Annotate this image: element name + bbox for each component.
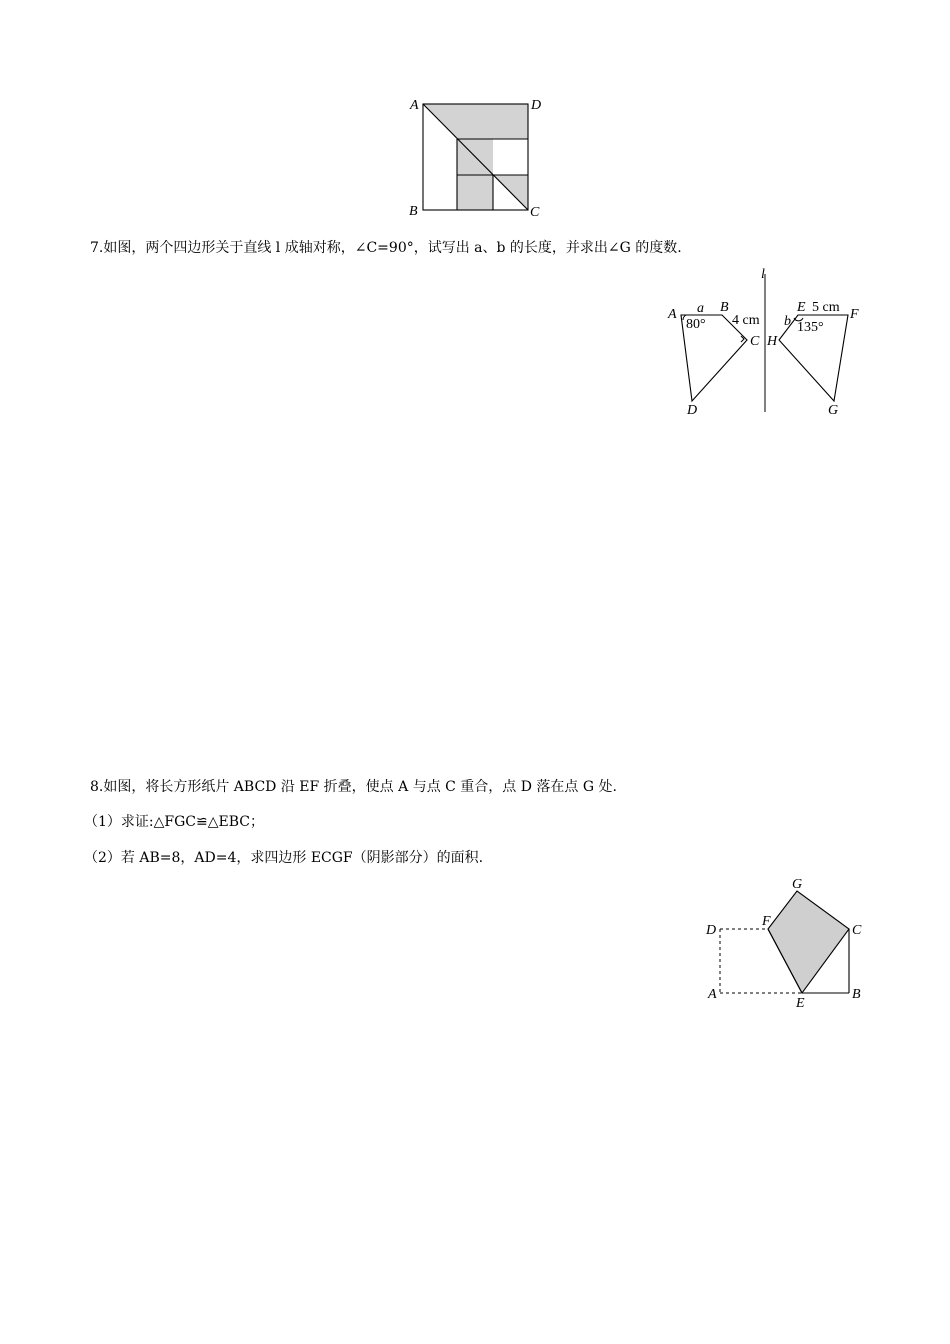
label-e: E xyxy=(797,300,806,315)
label-c: C xyxy=(852,923,862,938)
shaded-top-band xyxy=(423,104,528,139)
figure-folded-rectangle xyxy=(700,872,870,1012)
label-f: F xyxy=(762,914,771,929)
label-h: H xyxy=(767,334,778,349)
side-b-label: b xyxy=(784,314,791,329)
label-g: G xyxy=(828,403,839,418)
label-b: B xyxy=(720,300,729,315)
angle-a-value: 80° xyxy=(686,317,706,332)
label-a: A xyxy=(708,987,717,1002)
label-b: B xyxy=(852,987,861,1002)
label-a: A xyxy=(668,307,677,322)
angle-e-value: 135° xyxy=(797,320,824,335)
question-8-part-1: （1）求证:△FGC≌△EBC； xyxy=(84,814,264,830)
length-ef: 5 cm xyxy=(812,300,840,315)
question-8-text: 8.如图，将长方形纸片 ABCD 沿 EF 折叠，使点 A 与点 C 重合，点 D 落在点 G 处. xyxy=(90,779,617,795)
label-g: G xyxy=(792,877,803,892)
shaded-quadrilateral-ecgf xyxy=(768,891,849,993)
label-c: C xyxy=(530,205,540,220)
label-d: D xyxy=(531,98,542,113)
label-d: D xyxy=(706,923,717,938)
figure-symmetric-quadrilaterals xyxy=(664,266,864,418)
label-b: B xyxy=(409,204,418,219)
label-c: C xyxy=(750,334,760,349)
label-d: D xyxy=(687,403,698,418)
label-a: A xyxy=(410,98,419,113)
side-a-label: a xyxy=(697,301,704,316)
length-bc: 4 cm xyxy=(732,313,760,328)
question-8-part-2: （2）若 AB=8，AD=4，求四边形 ECGF（阴影部分）的面积. xyxy=(84,850,484,866)
axis-label-l: l xyxy=(761,267,765,282)
label-e: E xyxy=(796,996,805,1011)
question-7-text: 7.如图，两个四边形关于直线 l 成轴对称，∠C=90°，试写出 a、b 的长度，并求出∠G 的度数. xyxy=(90,240,682,256)
label-f: F xyxy=(850,307,859,322)
figure-square-abcd xyxy=(404,92,554,222)
